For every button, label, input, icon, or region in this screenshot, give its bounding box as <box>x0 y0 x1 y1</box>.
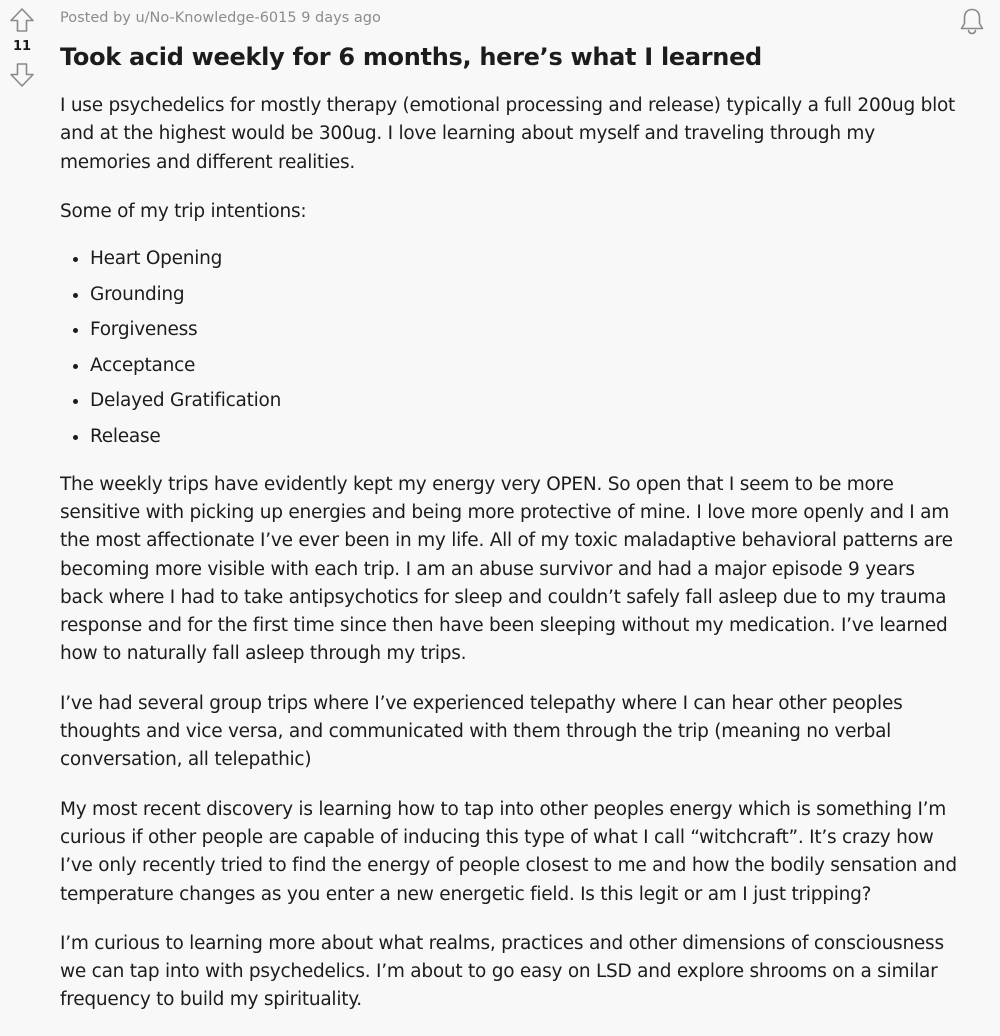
upvote-button[interactable] <box>8 6 36 34</box>
author-link[interactable]: u/No-Knowledge-6015 <box>135 10 297 26</box>
post-meta <box>60 8 960 28</box>
post-timestamp[interactable]: 9 days ago <box>301 10 381 26</box>
post-paragraph: I use psychedelics for mostly therapy (emotional processing and release) typically a full 200ug blot and at the highest would be 300ug. I love learning about myself and traveling through my memories and different realities. <box>60 95 956 173</box>
post-paragraph: I’m curious to learning more about what realms, practices and other dimensions of consciousness we can tap into with psychedelics. I’m about to go easy on LSD and explore shrooms on a similar frequency to build my spirituality. <box>60 932 944 1011</box>
vote-score: 11 <box>12 39 32 54</box>
list-item: • Grounding <box>90 281 960 309</box>
post-paragraph: Some of my trip intentions: <box>60 200 307 222</box>
vote-column <box>0 6 44 89</box>
upvote-arrow-icon <box>9 7 35 33</box>
notifications-bell-button[interactable] <box>957 6 987 36</box>
list-item: • Forgiveness <box>90 316 960 344</box>
list-item: • Delayed Gratification <box>90 387 960 415</box>
post-content <box>60 8 960 1036</box>
downvote-button[interactable] <box>8 61 36 89</box>
post-paragraph: I’ve had several group trips where I’ve experienced telepathy where I can hear other peoples thoughts and vice versa, and communicated with them through the trip (meaning no verbal conversation, all telepathic) <box>60 692 903 771</box>
post-paragraph: My most recent discovery is learning how to tap into other peoples energy which is something I’m curious if other people are capable of inducing this type of what I call “witchcraft”. It’s crazy how I’ve only recently tried to find the energy of people closest to me and how the bodily sensation and temperature changes as you enter a new energetic field. Is this legit or am I just tripping? <box>60 798 957 905</box>
post-paragraph: The weekly trips have evidently kept my energy very OPEN. So open that I seem to be more sensitive with picking up energies and being more protective of mine. I love more openly and I am the most affectionate I’ve ever been in my life. All of my toxic maladaptive behavioral patterns are becoming more visible with each trip. I am an abuse survivor and had a major episode 9 years back where I had to take antipsychotics for sleep and couldn’t safely fall asleep due to my trauma response and for the first time since then have been sleeping without my medication. I’ve learned how to naturally fall asleep through my trips. <box>60 473 953 665</box>
intentions-list <box>60 245 960 451</box>
list-item: • Release <box>90 423 960 451</box>
bell-icon <box>959 7 985 35</box>
post-body <box>60 92 960 1015</box>
list-item: • Acceptance <box>90 352 960 380</box>
posted-by-label: Posted by <box>60 10 131 26</box>
list-item: • Heart Opening <box>90 245 960 273</box>
post-title: Took acid weekly for 6 months, here’s what I learned <box>60 43 762 71</box>
downvote-arrow-icon <box>9 62 35 88</box>
